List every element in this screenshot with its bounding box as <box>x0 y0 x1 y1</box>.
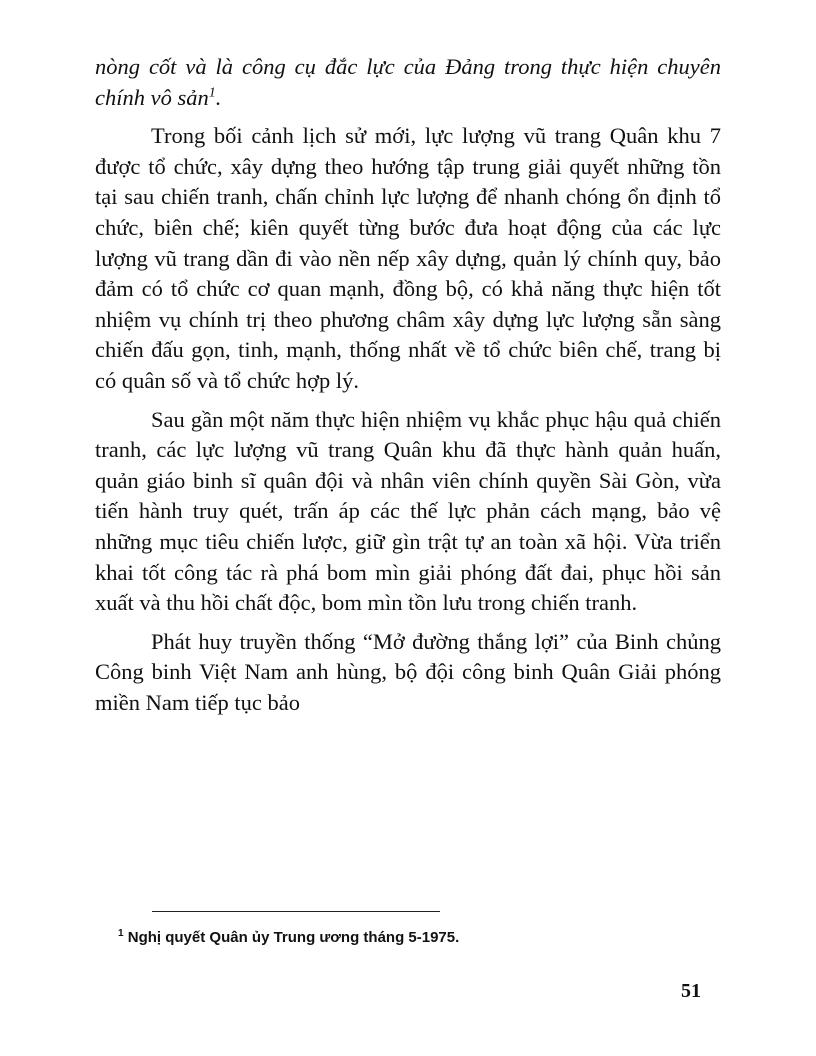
paragraph: Sau gần một năm thực hiện nhiệm vụ khắc phục hậu quả chiến tranh, các lực lượng vũ trang Quân khu đã thực hành quản huấn, quản giáo binh sĩ quân đội và nhân viên chính quyền Sài Gòn, vừa tiến hành truy quét, trấn áp các thế lực phản cách mạng, bảo vệ những mục tiêu chiến lược, giữ gìn trật tự an toàn xã hội. Vừa triển khai tốt công tác rà phá bom mìn giải phóng đất đai, phục hồi sản xuất và thu hồi chất độc, bom mìn tồn lưu trong chiến tranh. <box>95 406 721 616</box>
page-body <box>95 52 721 718</box>
footnote-reference[interactable]: 1 <box>208 85 216 101</box>
footnote-marker: 1 <box>118 928 124 939</box>
continuation-text: nòng cốt và là công cụ đắc lực của Đảng trong thực hiện chuyên chính vô sản <box>95 54 721 110</box>
footnote-divider <box>152 911 440 912</box>
continuation-paragraph <box>95 52 721 113</box>
continuation-period: . <box>215 84 222 110</box>
paragraph: Phát huy truyền thống “Mở đường thắng lợi” của Binh chủng Công binh Việt Nam anh hùng, bộ đội công binh Quân Giải phóng miền Nam tiếp tục bảo <box>95 628 721 715</box>
footnote-text: Nghị quyết Quân ủy Trung ương tháng 5-1975. <box>127 929 460 946</box>
page-number: 51 <box>681 980 701 1002</box>
paragraph: Trong bối cảnh lịch sử mới, lực lượng vũ trang Quân khu 7 được tổ chức, xây dựng theo hướng tập trung giải quyết những tồn tại sau chiến tranh, chấn chỉnh lực lượng để nhanh chóng ổn định tổ chức, biên chế; kiên quyết từng bước đưa hoạt động của các lực lượng vũ trang dần đi vào nền nếp xây dựng, quản lý chính quy, bảo đảm có tổ chức cơ quan mạnh, đồng bộ, có khả năng thực hiện tốt nhiệm vụ chính trị theo phương châm xây dựng lực lượng sẵn sàng chiến đấu gọn, tinh, mạnh, thống nhất về tổ chức biên chế, trang bị có quân số và tổ chức hợp lý. <box>95 123 721 393</box>
footnote <box>118 929 718 946</box>
